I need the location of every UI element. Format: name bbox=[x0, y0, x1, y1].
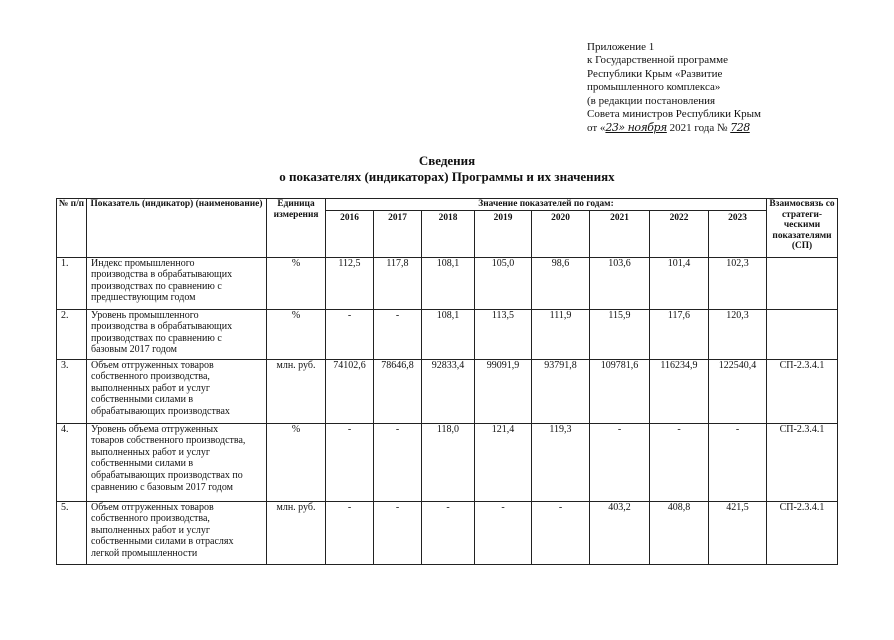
value-cell: 121,4 bbox=[475, 423, 532, 501]
value-cell: 99091,9 bbox=[475, 359, 532, 423]
year-header: 2022 bbox=[650, 210, 709, 257]
value-cell: - bbox=[326, 501, 374, 564]
value-cell: 119,3 bbox=[532, 423, 590, 501]
appendix-line: промышленного комплекса» bbox=[587, 81, 721, 94]
year-header: 2016 bbox=[326, 210, 374, 257]
handwritten-date: 23» ноября bbox=[605, 121, 667, 135]
row-indicator bbox=[87, 359, 267, 423]
appendix-line: Республики Крым «Развитие bbox=[587, 67, 723, 80]
value-cell: 74102,6 bbox=[326, 359, 374, 423]
table-row bbox=[57, 359, 838, 423]
indicators-table bbox=[56, 198, 838, 565]
table-row bbox=[57, 501, 838, 564]
indicator-line: собственного производства, bbox=[91, 371, 210, 383]
row-unit: % bbox=[267, 309, 326, 359]
indicator-line: собственными силами в bbox=[91, 458, 194, 470]
value-cell: 117,6 bbox=[650, 309, 709, 359]
row-num: 4. bbox=[57, 423, 87, 501]
row-unit: млн. руб. bbox=[267, 359, 326, 423]
table-row bbox=[57, 309, 838, 359]
value-cell: 98,6 bbox=[532, 257, 590, 309]
indicator-line: Объем отгруженных товаров bbox=[91, 501, 214, 513]
table-row bbox=[57, 423, 838, 501]
indicator-line: сравнению с базовым 2017 годом bbox=[91, 481, 233, 493]
row-indicator bbox=[87, 257, 267, 309]
row-unit: % bbox=[267, 257, 326, 309]
value-cell: 101,4 bbox=[650, 257, 709, 309]
row-num: 3. bbox=[57, 359, 87, 423]
indicator-line: собственными силами в отраслях bbox=[91, 536, 234, 548]
appendix-line: Приложение 1 bbox=[587, 41, 655, 53]
indicator-line: собственными силами в bbox=[91, 394, 194, 406]
appendix-header bbox=[587, 41, 887, 136]
appendix-line: (в редакции постановления bbox=[587, 94, 716, 107]
value-cell: 118,0 bbox=[422, 423, 475, 501]
row-num: 2. bbox=[57, 309, 87, 359]
link-cell: СП-2.3.4.1 bbox=[767, 423, 838, 501]
table-row bbox=[57, 257, 838, 309]
indicator-line: легкой промышленности bbox=[91, 547, 198, 559]
date-prefix: от « bbox=[587, 122, 606, 135]
indicator-line: Уровень объема отгруженных bbox=[91, 423, 219, 435]
row-num: 1. bbox=[57, 257, 87, 309]
value-cell: 93791,8 bbox=[532, 359, 590, 423]
indicator-line: выполненных работ и услуг bbox=[91, 524, 211, 536]
row-unit: % bbox=[267, 423, 326, 501]
indicator-line: выполненных работ и услуг bbox=[91, 382, 211, 394]
indicator-line: обрабатывающих производствах bbox=[91, 405, 230, 417]
value-cell: 113,5 bbox=[475, 309, 532, 359]
value-cell: - bbox=[326, 423, 374, 501]
document-title: Сведения bbox=[418, 153, 476, 168]
value-cell: 421,5 bbox=[709, 501, 767, 564]
year-header: 2018 bbox=[422, 210, 475, 257]
value-cell: 103,6 bbox=[590, 257, 650, 309]
link-cell bbox=[767, 309, 838, 359]
appendix-line: Совета министров Республики Крым bbox=[587, 108, 761, 121]
row-indicator bbox=[87, 423, 267, 501]
header-num: № п/п bbox=[57, 199, 87, 258]
date-suffix: 2021 года № bbox=[666, 122, 731, 135]
value-cell: 408,8 bbox=[650, 501, 709, 564]
indicator-line: производства в обрабатывающих bbox=[91, 269, 233, 281]
value-cell: 78646,8 bbox=[374, 359, 422, 423]
header-unit: Единица измерения bbox=[267, 199, 326, 258]
year-header: 2021 bbox=[590, 210, 650, 257]
document-subtitle: о показателях (индикаторах) Программы и их значениях bbox=[279, 169, 615, 184]
row-indicator bbox=[87, 501, 267, 564]
value-cell: 122540,4 bbox=[709, 359, 767, 423]
row-unit: млн. руб. bbox=[267, 501, 326, 564]
indicator-line: собственного производства, bbox=[91, 513, 210, 525]
indicator-line: производства в обрабатывающих bbox=[91, 321, 233, 333]
row-indicator bbox=[87, 309, 267, 359]
value-cell: - bbox=[590, 423, 650, 501]
value-cell: 111,9 bbox=[532, 309, 590, 359]
year-header: 2020 bbox=[532, 210, 590, 257]
indicator-line: предшествующим годом bbox=[91, 292, 196, 304]
header-link: Взаимосвязь со стратеги-ческими показателями (СП) bbox=[767, 199, 838, 258]
link-cell: СП-2.3.4.1 bbox=[767, 501, 838, 564]
value-cell: 112,5 bbox=[326, 257, 374, 309]
handwritten-number: 728 bbox=[730, 121, 750, 135]
indicator-line: производствах по сравнению с bbox=[91, 280, 222, 292]
indicator-line: товаров собственного производства, bbox=[91, 435, 246, 447]
appendix-date-line bbox=[587, 121, 887, 135]
value-cell: - bbox=[374, 423, 422, 501]
value-cell: 116234,9 bbox=[650, 359, 709, 423]
indicator-line: базовым 2017 годом bbox=[91, 344, 177, 356]
value-cell: - bbox=[650, 423, 709, 501]
header-indicator: Показатель (индикатор) (наименование) bbox=[87, 199, 267, 258]
year-header: 2017 bbox=[374, 210, 422, 257]
link-cell bbox=[767, 257, 838, 309]
value-cell: - bbox=[532, 501, 590, 564]
value-cell: 108,1 bbox=[422, 257, 475, 309]
year-header: 2019 bbox=[475, 210, 532, 257]
header-values: Значение показателей по годам: bbox=[326, 199, 767, 211]
value-cell: 109781,6 bbox=[590, 359, 650, 423]
value-cell: 105,0 bbox=[475, 257, 532, 309]
value-cell: - bbox=[422, 501, 475, 564]
value-cell: - bbox=[475, 501, 532, 564]
value-cell: 92833,4 bbox=[422, 359, 475, 423]
row-num: 5. bbox=[57, 501, 87, 564]
indicator-line: производствах по сравнению с bbox=[91, 332, 222, 344]
indicator-line: Объем отгруженных товаров bbox=[91, 359, 214, 371]
value-cell: 102,3 bbox=[709, 257, 767, 309]
link-cell: СП-2.3.4.1 bbox=[767, 359, 838, 423]
value-cell: 120,3 bbox=[709, 309, 767, 359]
indicator-line: обрабатывающих производствах по bbox=[91, 469, 243, 481]
year-header: 2023 bbox=[709, 210, 767, 257]
value-cell: - bbox=[709, 423, 767, 501]
appendix-line: к Государственной программе bbox=[587, 54, 728, 67]
indicator-line: выполненных работ и услуг bbox=[91, 446, 211, 458]
value-cell: - bbox=[326, 309, 374, 359]
indicator-line: Индекс промышленного bbox=[91, 257, 195, 269]
value-cell: - bbox=[374, 501, 422, 564]
value-cell: - bbox=[374, 309, 422, 359]
value-cell: 108,1 bbox=[422, 309, 475, 359]
indicator-line: Уровень промышленного bbox=[91, 309, 199, 321]
value-cell: 117,8 bbox=[374, 257, 422, 309]
value-cell: 115,9 bbox=[590, 309, 650, 359]
value-cell: 403,2 bbox=[590, 501, 650, 564]
